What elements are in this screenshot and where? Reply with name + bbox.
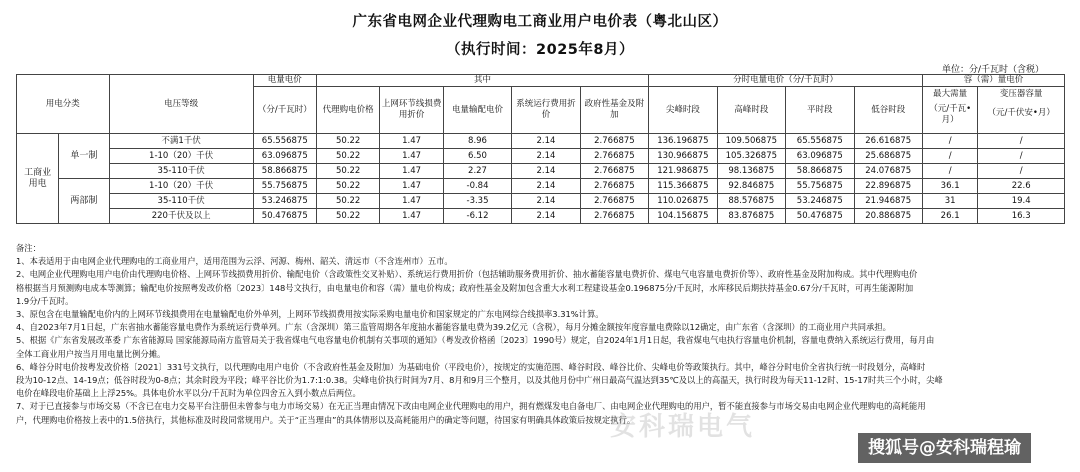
cell-agent: 50.22 <box>316 149 379 164</box>
cell-fund: 2.766875 <box>580 134 648 149</box>
table-row <box>17 149 1065 164</box>
single-system-label: 单一制 <box>59 134 109 179</box>
note-line: 格根据当月预测购电成本等测算；输配电价按照粤发改价格〔2023〕148号文执行，由电量电价和容（需）量电价构成；政府性基金及附加包含重大水利工程建设基金0.196875分/千瓦时，水库移民后期扶持基金0.67分/千瓦时，可再生能源附加 <box>16 282 914 293</box>
cell-high: 109.506875 <box>717 134 785 149</box>
cell-trans: -3.35 <box>443 194 511 209</box>
cell-transformer: / <box>978 134 1065 149</box>
cell-demand: 36.1 <box>922 179 977 194</box>
header-of-which: 其中 <box>316 75 648 87</box>
header-max-demand-unit: （元/千瓦•月） <box>929 104 972 125</box>
cell-loss: 1.47 <box>380 179 443 194</box>
header-ring-loss: 上网环节线损费用折价 <box>380 87 443 134</box>
header-high: 高峰时段 <box>717 87 785 134</box>
header-transmission: 电量输配电价 <box>443 87 511 134</box>
header-transformer-unit: （元/千伏安•月） <box>987 108 1055 118</box>
header-price-unit: （分/千瓦时） <box>253 87 316 134</box>
cell-price: 58.866875 <box>253 164 316 179</box>
cell-valley: 22.896875 <box>854 179 922 194</box>
cell-trans: 6.50 <box>443 149 511 164</box>
cell-price: 53.246875 <box>253 194 316 209</box>
header-max-demand <box>922 87 977 134</box>
note-line: 7、对于已直接参与市场交易（不含已在电力交易平台注册但未曾参与电力市场交易）在无正当理由情况下改由电网企业代理购电的用户，拥有燃煤发电自备电厂、由电网企业代理购电的用户，暂不能直接参与市场交易由电网企业代理购电的高耗能用 <box>16 401 926 412</box>
table-row <box>17 179 1065 194</box>
cell-flat: 65.556875 <box>786 134 854 149</box>
cell-sys: 2.14 <box>512 164 580 179</box>
cell-peak: 115.366875 <box>649 179 717 194</box>
cell-transformer: 22.6 <box>978 179 1065 194</box>
watermark: 安科瑞电气 <box>610 412 756 442</box>
cell-transformer: 19.4 <box>978 194 1065 209</box>
cell-fund: 2.766875 <box>580 194 648 209</box>
cell-trans: -0.84 <box>443 179 511 194</box>
cell-agent: 50.22 <box>316 179 379 194</box>
cell-transformer: / <box>978 149 1065 164</box>
table-row <box>17 134 1065 149</box>
table-row <box>17 209 1065 224</box>
note-line: 电价在峰段电价基础上上浮25%。具体电价水平以分/千瓦时为单位四舍五入到小数点后两位。 <box>16 388 361 399</box>
header-flat: 平时段 <box>786 87 854 134</box>
header-max-demand-label: 最大需量 <box>933 89 968 99</box>
note-line: 2、电网企业代理购电用户电价由代理购电价格、上网环节线损费用折价、输配电价（含政策性交叉补贴）、系统运行费用折价（包括辅助服务费用折价、抽水蓄能容量电费折价、煤电气电容量电费折价等）、政府性基金及附加构成。其中代理购电价 <box>16 269 918 280</box>
cell-trans: -6.12 <box>443 209 511 224</box>
table-row <box>17 164 1065 179</box>
cell-sys: 2.14 <box>512 179 580 194</box>
cell-loss: 1.47 <box>380 134 443 149</box>
cell-demand: 26.1 <box>922 209 977 224</box>
header-category: 用电分类 <box>17 75 110 134</box>
cell-sys: 2.14 <box>512 194 580 209</box>
page-title: 广东省电网企业代理购电工商业用户电价表（粤北山区） <box>352 14 728 30</box>
cell-voltage: 35-110千伏 <box>109 194 253 209</box>
cell-price: 63.096875 <box>253 149 316 164</box>
cell-valley: 25.686875 <box>854 149 922 164</box>
note-line: 4、自2023年7月1日起，广东省抽水蓄能容量电费作为系统运行费单列。广东（含深圳）第三监管周期各年度抽水蓄能容量电费为39.2亿元（含税），每月分摊金额按年度容量电费除以12确定，由广东省（含深圳）的工商业用户共同承担。 <box>16 322 891 333</box>
cell-fund: 2.766875 <box>580 179 648 194</box>
header-valley: 低谷时段 <box>854 87 922 134</box>
unit-label: 单位：分/千瓦时（含税） <box>941 65 1044 75</box>
cell-trans: 8.96 <box>443 134 511 149</box>
note-line: 5、根据《广东省发展改革委 广东省能源局 国家能源局南方监管局关于我省煤电气电容量电价机制有关事项的通知》（粤发改价格函〔2023〕1990号）规定，自2024年1月1日起，我省煤电气电执行容量电价机制，容量电费纳入系统运行费用，每月由 <box>16 335 935 346</box>
cell-price: 50.476875 <box>253 209 316 224</box>
cell-transformer: / <box>978 164 1065 179</box>
cell-valley: 20.886875 <box>854 209 922 224</box>
cell-valley: 24.076875 <box>854 164 922 179</box>
cell-agent: 50.22 <box>316 209 379 224</box>
header-agent-price: 代理购电价格 <box>316 87 379 134</box>
table-row <box>17 194 1065 209</box>
cell-sys: 2.14 <box>512 149 580 164</box>
cell-price: 55.756875 <box>253 179 316 194</box>
cell-loss: 1.47 <box>380 164 443 179</box>
header-capacity: 容（需）量电价 <box>922 75 1064 87</box>
cell-agent: 50.22 <box>316 194 379 209</box>
cell-sys: 2.14 <box>512 134 580 149</box>
cell-voltage: 1-10（20）千伏 <box>109 179 253 194</box>
cell-trans: 2.27 <box>443 164 511 179</box>
cell-peak: 130.966875 <box>649 149 717 164</box>
notes-heading: 备注： <box>16 243 41 253</box>
header-peak: 尖峰时段 <box>649 87 717 134</box>
note-line: 段为10-12点、14-19点；低谷时段为0-8点；其余时段为平段；峰平谷比价为1.7:1:0.38。尖峰电价执行时间为7月、8月和9月三个整月，以及其他月份中广州日最高气温达到35℃及以上的高温天，执行时段为每天11-12时、15-17时共三个小时，尖峰 <box>16 375 943 386</box>
cell-loss: 1.47 <box>380 209 443 224</box>
note-line: 全体工商业用户按当月用电量比例分摊。 <box>16 348 166 359</box>
cell-valley: 21.946875 <box>854 194 922 209</box>
cell-flat: 50.476875 <box>786 209 854 224</box>
cell-agent: 50.22 <box>316 164 379 179</box>
note-line: 1.9分/千瓦时。 <box>16 295 74 306</box>
cell-flat: 53.246875 <box>786 194 854 209</box>
cell-loss: 1.47 <box>380 149 443 164</box>
cell-fund: 2.766875 <box>580 209 648 224</box>
note-line: 户，代理购电价格按上表中的1.5倍执行，其他标准及时段同常规用户。关于“正当理由”的具体情形以及高耗能用户的确定等问题，待国家有明确具体政策后按规定执行。 <box>16 414 636 425</box>
header-voltage: 电压等级 <box>109 75 253 134</box>
source-credit: 搜狐号@安科瑞程瑜 <box>858 433 1031 463</box>
note-line: 3、原包含在电量输配电价内的上网环节线损费用在电量输配电价外单列，上网环节线损费用按实际采购电量电价和国家规定的广东电网综合线损率3.31%计算。 <box>16 309 604 320</box>
two-part-label: 两部制 <box>59 179 109 224</box>
cell-peak: 104.156875 <box>649 209 717 224</box>
cell-voltage: 220千伏及以上 <box>109 209 253 224</box>
cell-voltage: 1-10（20）千伏 <box>109 149 253 164</box>
cell-flat: 63.096875 <box>786 149 854 164</box>
header-tou-price: 分时电量电价（分/千瓦时） <box>649 75 923 87</box>
header-gov-fund: 政府性基金及附加 <box>580 87 648 134</box>
cell-peak: 136.196875 <box>649 134 717 149</box>
note-line: 6、峰谷分时电价按粤发改价格〔2021〕331号文执行，以代理购电用户电价（不含政府性基金及附加）为基础电价（平段电价），按规定的实施范围、峰谷时段、峰谷比价、尖峰电价等政策执行。其中，峰谷分时电价全省执行统一时段划分，高峰时 <box>16 361 926 372</box>
cell-high: 92.846875 <box>717 179 785 194</box>
note-line: 1、本表适用于由电网企业代理购电的工商业用户，适用范围为云浮、河源、梅州、韶关、清远市（不含连州市）五市。 <box>16 256 453 267</box>
cell-demand: / <box>922 134 977 149</box>
cell-high: 98.136875 <box>717 164 785 179</box>
cell-high: 105.326875 <box>717 149 785 164</box>
header-transformer <box>978 87 1065 134</box>
cell-sys: 2.14 <box>512 209 580 224</box>
cell-high: 88.576875 <box>717 194 785 209</box>
cell-price: 65.556875 <box>253 134 316 149</box>
cell-peak: 121.986875 <box>649 164 717 179</box>
header-electricity-price: 电量电价 <box>253 75 316 87</box>
cell-agent: 50.22 <box>316 134 379 149</box>
cell-fund: 2.766875 <box>580 149 648 164</box>
page-subtitle: （执行时间：2025年8月） <box>446 42 634 58</box>
cell-high: 83.876875 <box>717 209 785 224</box>
notes <box>16 242 1066 427</box>
cell-loss: 1.47 <box>380 194 443 209</box>
cell-demand: / <box>922 164 977 179</box>
cell-transformer: 16.3 <box>978 209 1065 224</box>
header-system-cost: 系统运行费用折价 <box>512 87 580 134</box>
price-table <box>16 74 1065 224</box>
header-transformer-label: 变压器容量 <box>999 89 1043 99</box>
cell-flat: 55.756875 <box>786 179 854 194</box>
group-label: 工商业用电 <box>17 134 59 224</box>
cell-demand: 31 <box>922 194 977 209</box>
cell-flat: 58.866875 <box>786 164 854 179</box>
cell-voltage: 不满1千伏 <box>109 134 253 149</box>
cell-demand: / <box>922 149 977 164</box>
cell-fund: 2.766875 <box>580 164 648 179</box>
cell-voltage: 35-110千伏 <box>109 164 253 179</box>
cell-peak: 110.026875 <box>649 194 717 209</box>
cell-valley: 26.616875 <box>854 134 922 149</box>
